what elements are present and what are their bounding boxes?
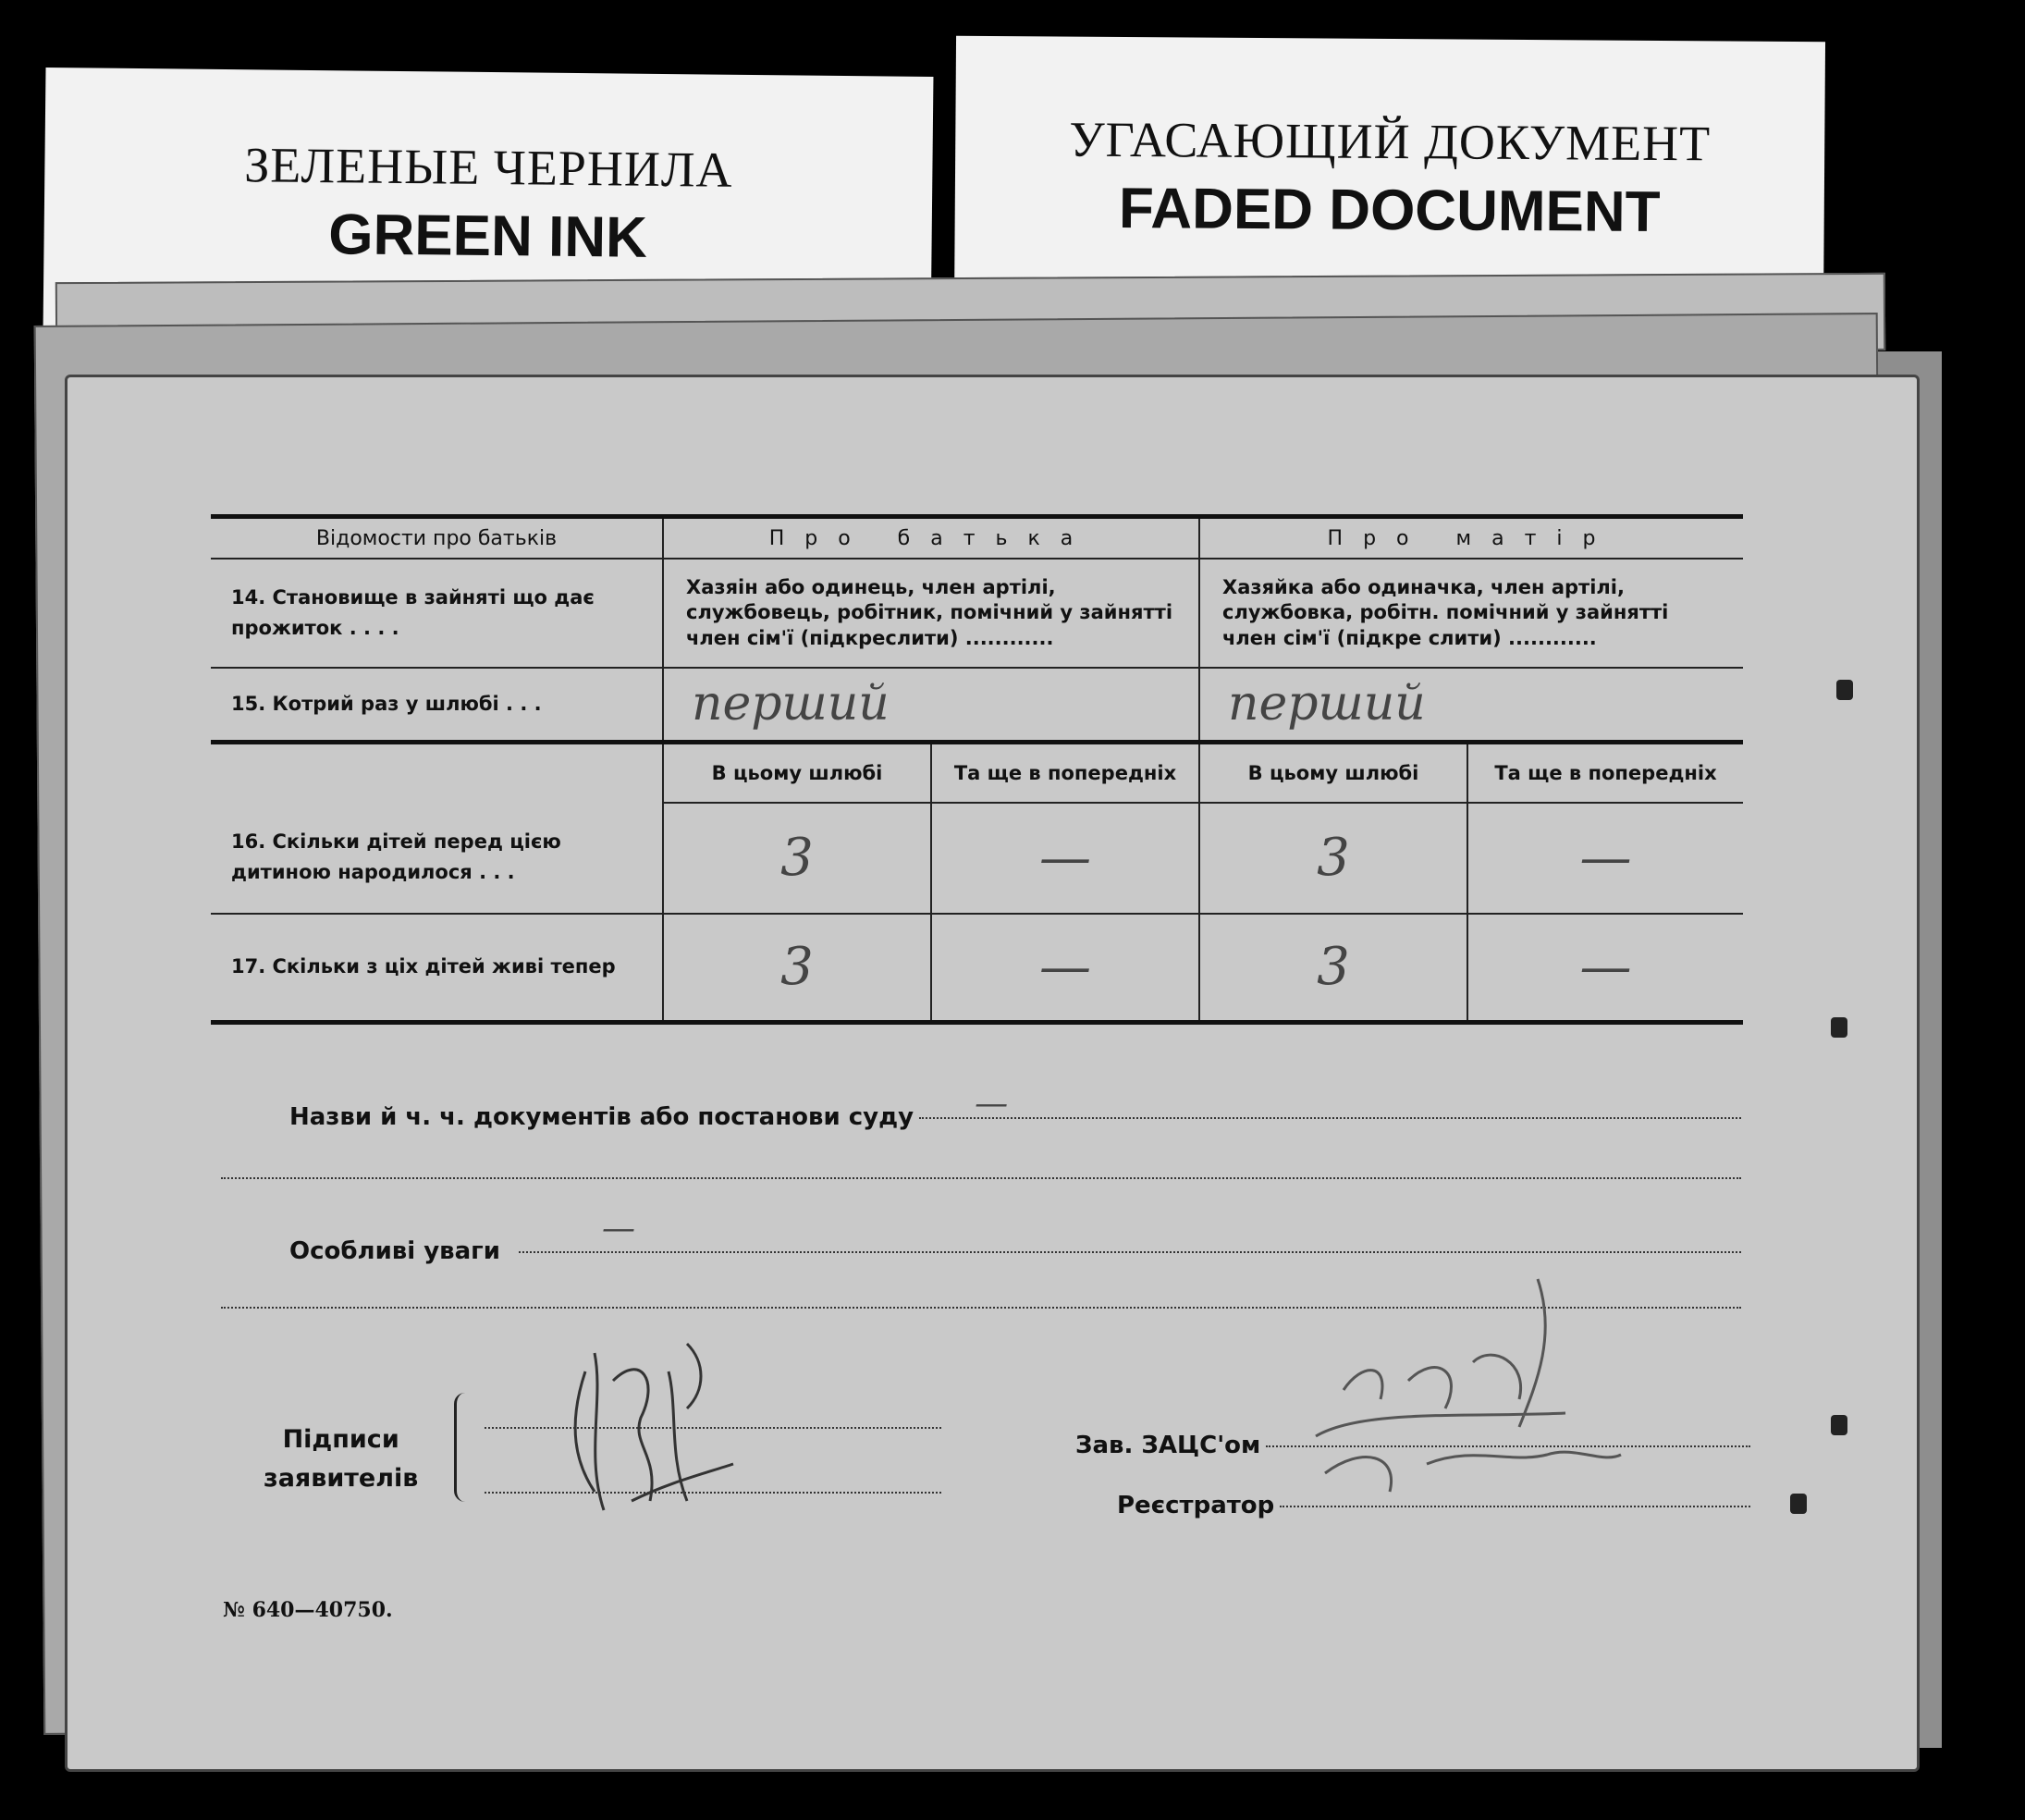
question-14-label: 14. Становище в зайняті що дає прожиток . . . . xyxy=(211,559,663,668)
table-subheader-row xyxy=(211,742,1743,803)
green-ink-label-en: GREEN INK xyxy=(328,203,648,270)
question-17-father-prev: — xyxy=(931,914,1199,1023)
officials-signature-image xyxy=(1288,1224,1676,1510)
documents-value: — xyxy=(975,1085,1009,1123)
question-15-mother-value: перший xyxy=(1199,668,1743,742)
applicants-brace xyxy=(454,1393,477,1502)
question-17-father-this: 3 xyxy=(663,914,931,1023)
question-16-mother-this: 3 xyxy=(1199,803,1467,914)
table-row-q15 xyxy=(211,668,1743,742)
subheader-mother-prev: Та ще в попередніх xyxy=(1467,742,1743,803)
question-14-father-options: Хазяін або одинець, член артілі, службовець, робітник, помічний у зайнятті член сім'ї (підкреслити) ............ xyxy=(663,559,1199,668)
header-father: Про батька xyxy=(663,517,1199,560)
table-header-row xyxy=(211,517,1743,560)
subheader-mother-this: В цьому шлюбі xyxy=(1199,742,1467,803)
form-number: № 640—40750. xyxy=(223,1598,393,1622)
green-ink-label-ru: ЗЕЛЕНЫЕ ЧЕРНИЛА xyxy=(243,137,733,198)
table-row-q14 xyxy=(211,559,1743,668)
record-page xyxy=(65,375,1920,1772)
documents-continuation xyxy=(215,1182,1741,1185)
binding-hole xyxy=(1790,1494,1807,1514)
documents-label: Назви й ч. ч. документів або постанови суду xyxy=(289,1103,914,1131)
parents-info-table xyxy=(211,514,1743,1025)
question-16-father-prev: — xyxy=(931,803,1199,914)
documents-dotted-line xyxy=(919,1085,1741,1123)
subheader-father-prev: Та ще в попередніх xyxy=(931,742,1199,803)
question-16-label: 16. Скільки дітей перед цією дитиною народилося . . . xyxy=(211,803,663,914)
registrar-label: Реєстратор xyxy=(1117,1492,1275,1519)
header-parents-info: Відомости про батьків xyxy=(211,517,663,560)
question-15-father-value: перший xyxy=(663,668,1199,742)
applicants-label-line1: Підписи xyxy=(282,1425,399,1454)
notes-value: — xyxy=(601,1210,635,1248)
binding-hole xyxy=(1831,1415,1847,1435)
question-14-mother-options: Хазяйка або одиначка, член артілі, службовка, робітн. помічний у зайнятті член сім'ї (підкре слити) ............ xyxy=(1199,559,1743,668)
question-16-mother-prev: — xyxy=(1467,803,1743,914)
table-row-q16 xyxy=(211,803,1743,914)
question-16-father-this: 3 xyxy=(663,803,931,914)
notes-label: Особливі уваги xyxy=(289,1237,500,1265)
binding-hole xyxy=(1836,680,1853,700)
faded-document-label-ru: УГАСАЮЩИЙ ДОКУМЕНТ xyxy=(1069,111,1712,171)
documents-dotted-line-2 xyxy=(221,1176,1741,1179)
subheader-father-this: В цьому шлюбі xyxy=(663,742,931,803)
binding-hole xyxy=(1831,1017,1847,1038)
question-15-label: 15. Котрий раз у шлюбі . . . xyxy=(211,668,663,742)
question-17-mother-this: 3 xyxy=(1199,914,1467,1023)
question-17-mother-prev: — xyxy=(1467,914,1743,1023)
documents-field xyxy=(289,1085,1741,1131)
applicants-label-line2: заявителів xyxy=(264,1463,419,1493)
faded-document-label-en: FADED DOCUMENT xyxy=(1118,176,1661,244)
subheader-spacer xyxy=(211,742,663,803)
applicants-signatures-label xyxy=(264,1420,418,1498)
applicant-signature-image xyxy=(548,1316,789,1547)
table-row-q17 xyxy=(211,914,1743,1023)
header-mother: Про матір xyxy=(1199,517,1743,560)
question-17-label: 17. Скільки з ціх дітей живі тепер xyxy=(211,914,663,1023)
head-label: Зав. ЗАЦС'ом xyxy=(1075,1432,1261,1459)
